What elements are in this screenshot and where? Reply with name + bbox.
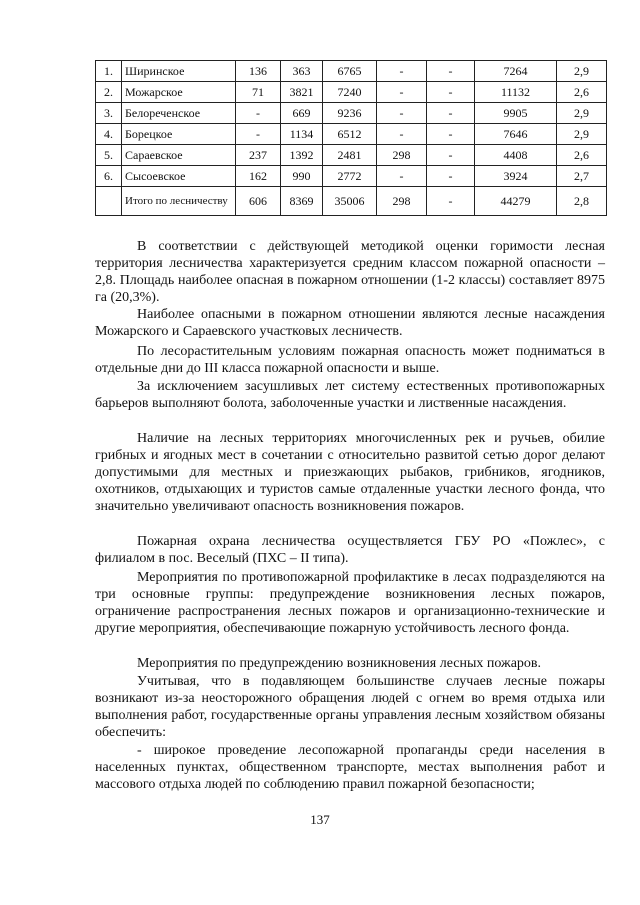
table-cell-c5: - (427, 124, 475, 145)
table-row (96, 103, 607, 124)
paragraph: Наличие на лесных территориях многочисленных рек и ручьев, обилие грибных и ягодных мест в сочетании с относительно развитой сетью дорог делают допустимыми для местных и приезжающих рыбаков, грибников, ягодников, охотников, отдыхающих и туристов самые отдаленные участки лесного фонда, что значительно увеличивают опасность возникновения пожаров. (95, 431, 605, 514)
table-cell-c2: 1134 (281, 124, 323, 145)
table-cell-c7: 2,7 (557, 166, 607, 187)
table-cell-c4: - (377, 124, 427, 145)
table-row (96, 145, 607, 166)
table-cell-c4: - (377, 166, 427, 187)
table-cell-c3: 35006 (323, 187, 377, 216)
table-cell-c7: 2,9 (557, 103, 607, 124)
table-cell-c3: 6512 (323, 124, 377, 145)
table-cell-c6: 9905 (475, 103, 557, 124)
paragraph: За исключением засушливых лет систему естественных противопожарных барьеров выполняют болота, заболоченные участки и лиственные насаждения. (95, 379, 605, 411)
table-cell-num: 2. (96, 82, 122, 103)
table-cell-num (96, 187, 122, 216)
table-cell-c1: 71 (236, 82, 281, 103)
table-cell-c2: 363 (281, 61, 323, 82)
table-cell-c5: - (427, 103, 475, 124)
table-cell-c6: 7264 (475, 61, 557, 82)
table-cell-c3: 2772 (323, 166, 377, 187)
table-cell-c6: 3924 (475, 166, 557, 187)
table-cell-name: Борецкое (122, 124, 236, 145)
table-cell-c1: 162 (236, 166, 281, 187)
table-cell-c7: 2,6 (557, 82, 607, 103)
table-cell-c3: 9236 (323, 103, 377, 124)
table-cell-num: 4. (96, 124, 122, 145)
table-cell-c4: 298 (377, 187, 427, 216)
table-body (96, 61, 607, 216)
table-cell-name: Белореченское (122, 103, 236, 124)
table-row (96, 82, 607, 103)
table-cell-c7: 2,9 (557, 124, 607, 145)
table-cell-c7: 2,8 (557, 187, 607, 216)
table-cell-name: Сысоевское (122, 166, 236, 187)
table-cell-num: 1. (96, 61, 122, 82)
paragraph: Мероприятия по противопожарной профилактике в лесах подразделяются на три основные группы: предупреждение возникновения лесных пожаров, ограничение распространения лесных пожаров и организационно-технические и другие мероприятия, обеспечивающие пожарную устойчивость лесного фонда. (95, 570, 605, 636)
table-cell-c4: - (377, 61, 427, 82)
table-cell-c3: 2481 (323, 145, 377, 166)
table-total-row (96, 187, 607, 216)
table-cell-name: Итого по лесничеству (122, 187, 236, 216)
table-cell-num: 5. (96, 145, 122, 166)
paragraph: Учитывая, что в подавляющем большинстве случаев лесные пожары возникают из-за неосторожного обращения людей с огнем во время отдыха или выполнения работ, государственные органы управления лесным хозяйством обязаны обеспечить: (95, 674, 605, 740)
table-cell-c4: - (377, 103, 427, 124)
paragraph: По лесорастительным условиям пожарная опасность может подниматься в отдельные дни до III класса пожарной опасности и выше. (95, 344, 605, 376)
table-cell-c2: 990 (281, 166, 323, 187)
table-cell-c2: 1392 (281, 145, 323, 166)
table-cell-c3: 7240 (323, 82, 377, 103)
table-cell-num: 3. (96, 103, 122, 124)
table-row (96, 166, 607, 187)
table-cell-c1: 237 (236, 145, 281, 166)
table-cell-c4: - (377, 82, 427, 103)
table-cell-c7: 2,6 (557, 145, 607, 166)
table-cell-c1: - (236, 103, 281, 124)
table-row (96, 61, 607, 82)
table-cell-c6: 4408 (475, 145, 557, 166)
paragraph: Наиболее опасными в пожарном отношении являются лесные насаждения Можарского и Сараевского участковых лесничеств. (95, 307, 605, 339)
table-cell-c3: 6765 (323, 61, 377, 82)
table-cell-c5: - (427, 82, 475, 103)
table-cell-name: Сараевское (122, 145, 236, 166)
paragraph: Мероприятия по предупреждению возникновения лесных пожаров. (137, 656, 542, 671)
list-item: - широкое проведение лесопожарной пропаганды среди населения в населенных пунктах, общественном транспорте, местах выполнения работ и массового отдыха людей по соблюдению правил пожарной безопасности; (95, 743, 605, 792)
table-cell-c2: 3821 (281, 82, 323, 103)
table-cell-c5: - (427, 187, 475, 216)
table-cell-name: Ширинское (122, 61, 236, 82)
table-cell-num: 6. (96, 166, 122, 187)
table-cell-c2: 8369 (281, 187, 323, 216)
table-row (96, 124, 607, 145)
paragraph: Пожарная охрана лесничества осуществляется ГБУ РО «Пожлес», с филиалом в пос. Веселый (ПХС – II типа). (95, 534, 605, 566)
table-cell-c5: - (427, 166, 475, 187)
forestry-fire-class-table (95, 60, 607, 216)
table-cell-c6: 44279 (475, 187, 557, 216)
table-cell-c1: 136 (236, 61, 281, 82)
table-cell-c7: 2,9 (557, 61, 607, 82)
table-cell-c6: 7646 (475, 124, 557, 145)
table-cell-name: Можарское (122, 82, 236, 103)
table-cell-c4: 298 (377, 145, 427, 166)
table-cell-c2: 669 (281, 103, 323, 124)
table-cell-c1: 606 (236, 187, 281, 216)
table-cell-c5: - (427, 145, 475, 166)
table-cell-c6: 11132 (475, 82, 557, 103)
page-number: 137 (310, 812, 330, 827)
paragraph: В соответствии с действующей методикой оценки горимости лесная территория лесничества характеризуется средним классом пожарной опасности – 2,8. Площадь наиболее опасная в пожарном отношении (1-2 классы) составляет 8975 га (20,3%). (95, 239, 605, 305)
table-cell-c1: - (236, 124, 281, 145)
table-cell-c5: - (427, 61, 475, 82)
